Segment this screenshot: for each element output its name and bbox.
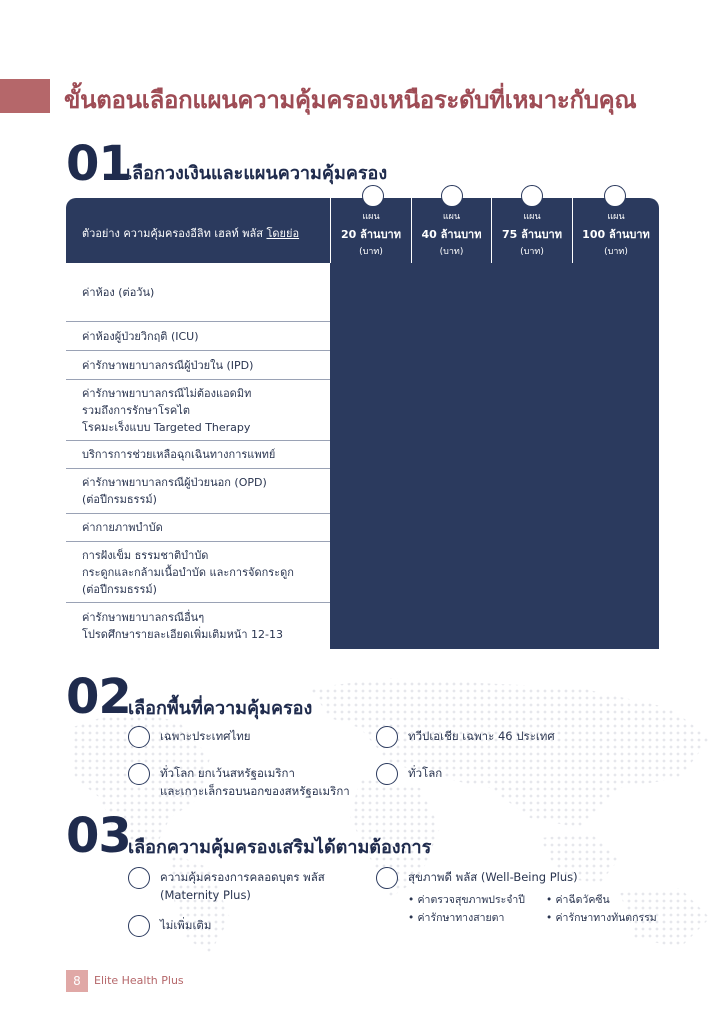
area-option-asia[interactable]: ทวีปเอเชีย เฉพาะ 46 ประเทศ xyxy=(376,726,555,748)
table-row: ค่ารักษาพยาบาลกรณีอื่นๆ โปรดศึกษารายละเอียดเพิ่มเติมหน้า 12-13 xyxy=(82,611,283,641)
section-1-title: เลือกวงเงินและแผนความคุ้มครอง xyxy=(126,163,388,184)
footer-brand: Elite Health Plus xyxy=(94,974,184,987)
table-row: ค่าห้องผู้ป่วยวิกฤติ (ICU) xyxy=(66,322,330,351)
plan-100m-radio[interactable] xyxy=(604,185,626,207)
table-row: ค่ารักษาพยาบาลกรณีไม่ต้องแอดมิท รวมถึงการรักษาโรคไต โรคมะเร็งแบบ Targeted Therapy xyxy=(66,380,330,441)
section-1-number: 01 xyxy=(66,136,131,192)
plan-amount: 100 ล้านบาท xyxy=(582,228,650,241)
plan-label: แผน xyxy=(442,212,461,222)
addon-option-wellbeing[interactable]: สุขภาพดี พลัส (Well-Being Plus) xyxy=(376,867,578,889)
table-row: ค่ารักษาพยาบาลกรณีผู้ป่วยนอก (OPD) (ต่อปีกรมธรรม์) xyxy=(66,469,330,514)
page-title: ขั้นตอนเลือกแผนความคุ้มครองเหนือระดับที่เหมาะกับคุณ xyxy=(64,86,637,114)
wellbeing-item: • ค่ารักษาทางสายตา xyxy=(408,912,505,924)
plan-column-100m xyxy=(572,198,659,263)
plan-amount: 40 ล้านบาท xyxy=(421,228,482,241)
radio-button[interactable] xyxy=(128,763,150,785)
plan-column-75m xyxy=(491,198,572,263)
plan-column-20m xyxy=(330,198,411,263)
radio-button[interactable] xyxy=(376,867,398,889)
title-accent-bar xyxy=(0,79,50,113)
wellbeing-item: • ค่ารักษาทางทันตกรรม xyxy=(546,912,657,924)
table-header xyxy=(66,198,659,263)
plan-values-area xyxy=(330,263,659,649)
addon-option-none[interactable]: ไม่เพิ่มเติม xyxy=(128,915,211,937)
coverage-table xyxy=(66,198,659,649)
table-row: ค่ารักษาพยาบาลกรณีผู้ป่วยใน (IPD) xyxy=(66,351,330,380)
wellbeing-item: • ค่าตรวจสุขภาพประจำปี xyxy=(408,894,525,906)
section-3-title: เลือกความคุ้มครองเสริมได้ตามต้องการ xyxy=(128,837,432,858)
plan-40m-radio[interactable] xyxy=(441,185,463,207)
plan-label: แผน xyxy=(607,212,625,222)
radio-button[interactable] xyxy=(128,867,150,889)
area-option-worldwide-excl-usa[interactable]: ทั่วโลก ยกเว้นสหรัฐอเมริกา และเกาะเล็กรอบนอกของสหรัฐอเมริกา xyxy=(128,763,350,800)
table-row: การฝังเข็ม ธรรมชาติบำบัด กระดูกและกล้ามเนื้อบำบัด และการจัดกระดูก (ต่อปีกรมธรรม์) xyxy=(66,542,330,603)
table-body xyxy=(66,263,659,649)
table-row: บริการการช่วยเหลือฉุกเฉินทางการแพทย์ xyxy=(66,441,330,469)
area-option-thailand[interactable]: เฉพาะประเทศไทย xyxy=(128,726,251,748)
page-number: 8 xyxy=(66,970,88,992)
table-header-label: ตัวอย่าง ความคุ้มครองอีลิท เฮลท์ พลัส โดยย่อ xyxy=(82,227,300,240)
addon-option-maternity[interactable]: ความคุ้มครองการคลอดบุตร พลัส (Maternity Plus) xyxy=(128,867,325,904)
area-option-worldwide[interactable]: ทั่วโลก xyxy=(376,763,442,785)
radio-button[interactable] xyxy=(376,726,398,748)
plan-amount: 75 ล้านบาท xyxy=(502,228,562,241)
plan-label: แผน xyxy=(362,212,380,222)
plan-unit: (บาท) xyxy=(520,247,544,257)
plan-label: แผน xyxy=(523,212,541,222)
table-row: ค่าห้อง (ต่อวัน) xyxy=(66,263,330,322)
plan-unit: (บาท) xyxy=(359,247,383,257)
plan-amount: 20 ล้านบาท xyxy=(341,228,401,241)
plan-75m-radio[interactable] xyxy=(521,185,543,207)
plan-20m-radio[interactable] xyxy=(362,185,384,207)
wellbeing-item: • ค่าฉีดวัคซีน xyxy=(546,894,610,906)
plan-column-40m xyxy=(411,198,491,263)
benefit-rows xyxy=(66,263,330,649)
plan-unit: (บาท) xyxy=(604,247,628,257)
section-3-number: 03 xyxy=(66,808,131,864)
radio-button[interactable] xyxy=(376,763,398,785)
plan-unit: (บาท) xyxy=(439,247,464,257)
section-2-title: เลือกพื้นที่ความคุ้มครอง xyxy=(128,698,313,719)
table-row: ค่ากายภาพบำบัด xyxy=(66,514,330,542)
section-2-number: 02 xyxy=(66,669,131,725)
radio-button[interactable] xyxy=(128,915,150,937)
radio-button[interactable] xyxy=(128,726,150,748)
